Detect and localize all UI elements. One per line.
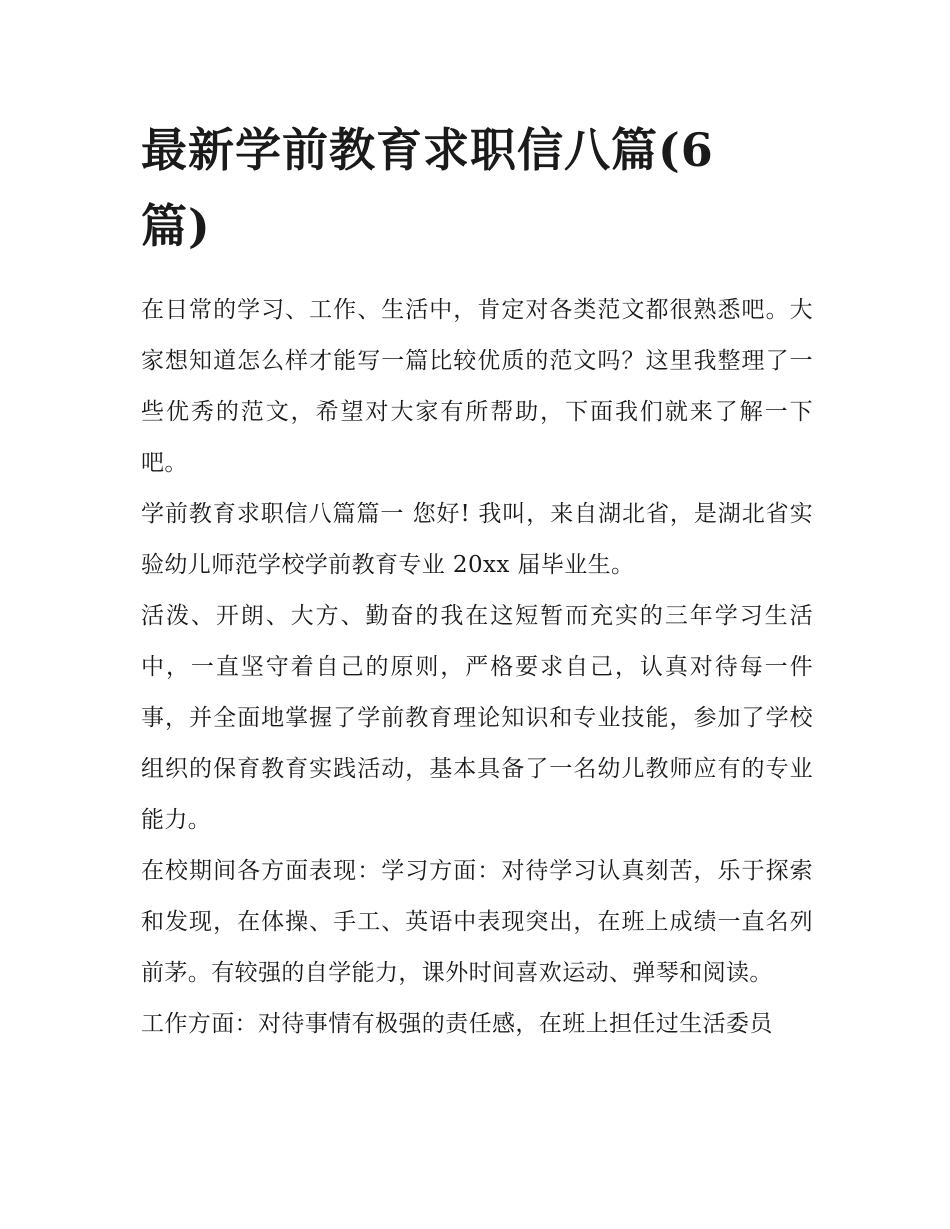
paragraph-work: 工作方面：对待事情有极强的责任感，在班上担任过生活委员 bbox=[141, 1011, 773, 1037]
paragraph-study: 在校期间各方面表现：学习方面：对待学习认真刻苦，乐于探索和发现，在体操、手工、英语中表现突出，在班上成绩一直名列前茅。有较强的自学能力，课外时间喜欢运动、弹琴和阅读。 bbox=[141, 858, 813, 986]
document-body bbox=[141, 112, 813, 1050]
document-title: 最新学前教育求职信八篇(6篇) bbox=[141, 123, 714, 253]
paragraph-personality: 活泼、开朗、大方、勤奋的我在这短暂而充实的三年学习生活中，一直坚守着自己的原则，严格要求自己，认真对待每一件事，并全面地掌握了学前教育理论知识和专业技能，参加了学校组织的保育教育实践活动，基本具备了一名幼儿教师应有的专业能力。 bbox=[141, 603, 813, 833]
paragraph-greeting: 学前教育求职信八篇篇一 您好! 我叫，来自湖北省，是湖北省实验幼儿师范学校学前教育专业 20xx 届毕业生。 bbox=[141, 501, 813, 578]
title-spacer bbox=[141, 264, 813, 285]
paragraph-intro: 在日常的学习、工作、生活中，肯定对各类范文都很熟悉吧。大家想知道怎么样才能写一篇比较优质的范文吗？这里我整理了一些优秀的范文，希望对大家有所帮助，下面我们就来了解一下吧。 bbox=[141, 297, 813, 476]
